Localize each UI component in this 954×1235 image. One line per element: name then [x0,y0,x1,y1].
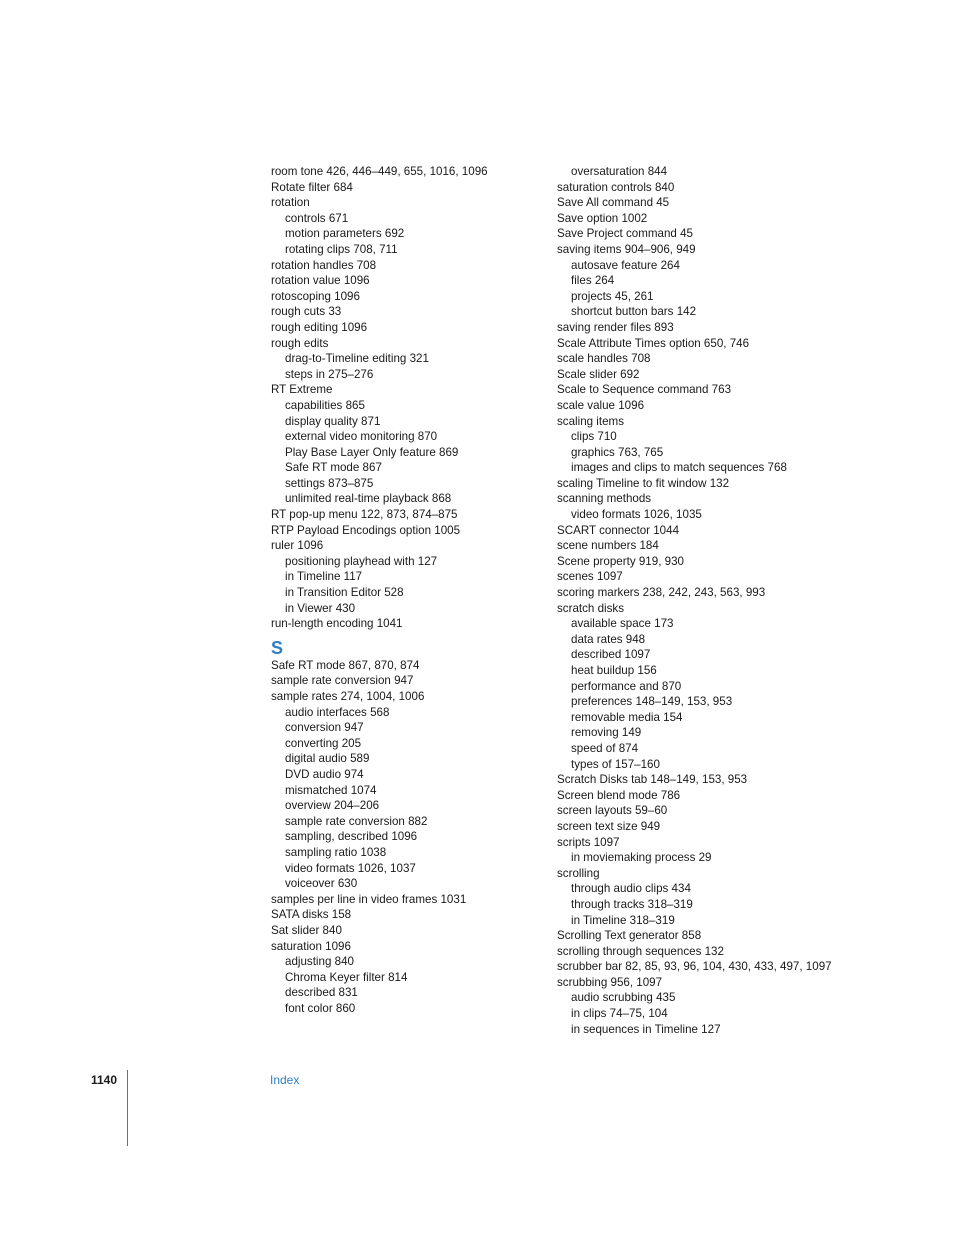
index-subentry: font color 860 [285,1001,356,1015]
index-subentry: autosave feature 264 [571,258,680,272]
index-subentry: Safe RT mode 867 [285,461,382,475]
index-entry: scale handles 708 [557,352,651,366]
index-entry: Scene property 919, 930 [557,554,684,568]
index-subentry: in moviemaking process 29 [571,851,712,865]
index-entry: RTP Payload Encodings option 1005 [271,523,461,537]
index-entry: screen text size 949 [557,819,661,833]
index-entry: Save All command 45 [557,196,670,210]
index-entry: rough edits [271,336,329,350]
index-subentry: through tracks 318–319 [571,897,693,911]
index-subentry: preferences 148–149, 153, 953 [571,695,733,709]
index-letter-heading: S [271,637,284,658]
index-subentry: removing 149 [571,726,642,740]
index-subentry: in clips 74–75, 104 [571,1007,668,1021]
index-subentry: Play Base Layer Only feature 869 [285,445,459,459]
index-subentry: speed of 874 [571,741,639,755]
index-subentry: files 264 [571,274,615,288]
index-subentry: removable media 154 [571,710,683,724]
index-subentry: video formats 1026, 1037 [285,861,416,875]
section-label: Index [270,1073,300,1087]
index-subentry: external video monitoring 870 [285,430,438,444]
index-entry: saturation controls 840 [557,180,675,194]
index-column-right [557,164,847,1037]
index-column-left [271,164,541,1016]
index-entry: scripts 1097 [557,835,620,849]
index-entry: Safe RT mode 867, 870, 874 [271,658,420,672]
index-subentry: in Timeline 318–319 [571,913,675,927]
index-subentry: performance and 870 [571,679,682,693]
index-entry: Save Project command 45 [557,227,693,241]
index-entry: scaling items [557,414,625,428]
index-subentry: data rates 948 [571,632,646,646]
index-entry: screen layouts 59–60 [557,804,668,818]
index-entry: Screen blend mode 786 [557,788,681,802]
index-entry: ruler 1096 [271,539,324,553]
index-entry: scrubbing 956, 1097 [557,975,663,989]
index-subentry: drag-to-Timeline editing 321 [285,352,429,366]
index-entry: saturation 1096 [271,939,351,953]
index-entry: sample rate conversion 947 [271,674,414,688]
index-subentry: graphics 763, 765 [571,445,664,459]
index-subentry: conversion 947 [285,721,364,735]
index-subentry: motion parameters 692 [285,227,405,241]
index-entry: rough cuts 33 [271,305,342,319]
index-subentry: through audio clips 434 [571,882,691,896]
index-subentry: steps in 275–276 [285,367,374,381]
index-entry: scrolling [557,866,600,880]
index-entry: Scratch Disks tab 148–149, 153, 953 [557,773,748,787]
index-subentry: sampling ratio 1038 [285,845,387,859]
index-subentry: capabilities 865 [285,398,365,412]
index-subentry: mismatched 1074 [285,783,377,797]
index-entry: rotoscoping 1096 [271,289,360,303]
index-entry: scanning methods [557,492,652,506]
index-entry: Rotate filter 684 [271,180,353,194]
page-number: 1140 [91,1073,118,1087]
index-entry: Sat slider 840 [271,923,342,937]
index-subentry: adjusting 840 [285,955,354,969]
index-entry: rough editing 1096 [271,320,368,334]
index-entry: scenes 1097 [557,570,623,584]
index-entry: sample rates 274, 1004, 1006 [271,690,425,703]
index-subentry: video formats 1026, 1035 [571,508,702,522]
index-entry: Scale Attribute Times option 650, 746 [557,336,750,350]
index-subentry: controls 671 [285,211,349,225]
index-entry: scaling Timeline to fit window 132 [557,476,730,490]
index-entry: SCART connector 1044 [557,523,680,537]
index-entry: run-length encoding 1041 [271,617,403,631]
index-subentry: shortcut button bars 142 [571,305,697,319]
index-entry: saving render files 893 [557,320,674,334]
index-entry: scoring markers 238, 242, 243, 563, 993 [557,586,766,600]
index-subentry: digital audio 589 [285,752,370,766]
index-subentry: rotating clips 708, 711 [285,242,398,256]
index-subentry: display quality 871 [285,414,381,428]
index-subentry: oversaturation 844 [571,165,668,178]
index-subentry: sampling, described 1096 [285,830,418,844]
index-subentry: in Timeline 117 [285,570,363,584]
index-entry: room tone 426, 446–449, 655, 1016, 1096 [271,165,488,178]
index-subentry: clips 710 [571,430,617,444]
index-subentry: DVD audio 974 [285,767,364,781]
index-subentry: audio scrubbing 435 [571,991,676,1005]
index-subentry: converting 205 [285,736,362,750]
index-subentry: overview 204–206 [285,799,380,813]
index-subentry: unlimited real-time playback 868 [285,492,452,506]
index-subentry: positioning playhead with 127 [285,554,438,568]
index-subentry: in Viewer 430 [285,601,356,615]
index-entry: scratch disks [557,601,625,615]
index-subentry: voiceover 630 [285,877,358,891]
index-subentry: heat buildup 156 [571,664,657,677]
index-subentry: in Transition Editor 528 [285,586,404,600]
index-entry: RT pop-up menu 122, 873, 874–875 [271,508,458,522]
index-entry: scrolling through sequences 132 [557,944,724,958]
index-subentry: described 1097 [571,648,651,662]
index-subentry: types of 157–160 [571,757,660,771]
index-subentry: audio interfaces 568 [285,705,390,719]
index-entry: rotation [271,196,310,210]
index-entry: Save option 1002 [557,211,648,225]
index-subentry: images and clips to match sequences 768 [571,461,787,475]
index-subentry: in sequences in Timeline 127 [571,1022,721,1036]
index-entry: Scale to Sequence command 763 [557,383,732,397]
index-entry: saving items 904–906, 949 [557,242,696,256]
index-subentry: projects 45, 261 [571,289,654,303]
index-entry: samples per line in video frames 1031 [271,892,467,906]
index-entry: Scrolling Text generator 858 [557,929,702,943]
index-entry: rotation value 1096 [271,274,370,288]
index-entry: scale value 1096 [557,398,645,412]
index-subentry: available space 173 [571,617,674,631]
index-subentry: sample rate conversion 882 [285,814,428,828]
index-entry: scene numbers 184 [557,539,659,553]
index-subentry: Chroma Keyer filter 814 [285,970,408,984]
index-entry: RT Extreme [271,383,333,397]
index-entry: rotation handles 708 [271,258,377,272]
index-entry: scrubber bar 82, 85, 93, 96, 104, 430, 433, 497, 1097 [557,960,832,974]
footer-divider [127,1070,128,1146]
index-entry: Scale slider 692 [557,367,640,381]
index-entry: SATA disks 158 [271,908,352,922]
index-subentry: described 831 [285,986,358,1000]
index-subentry: settings 873–875 [285,476,374,490]
